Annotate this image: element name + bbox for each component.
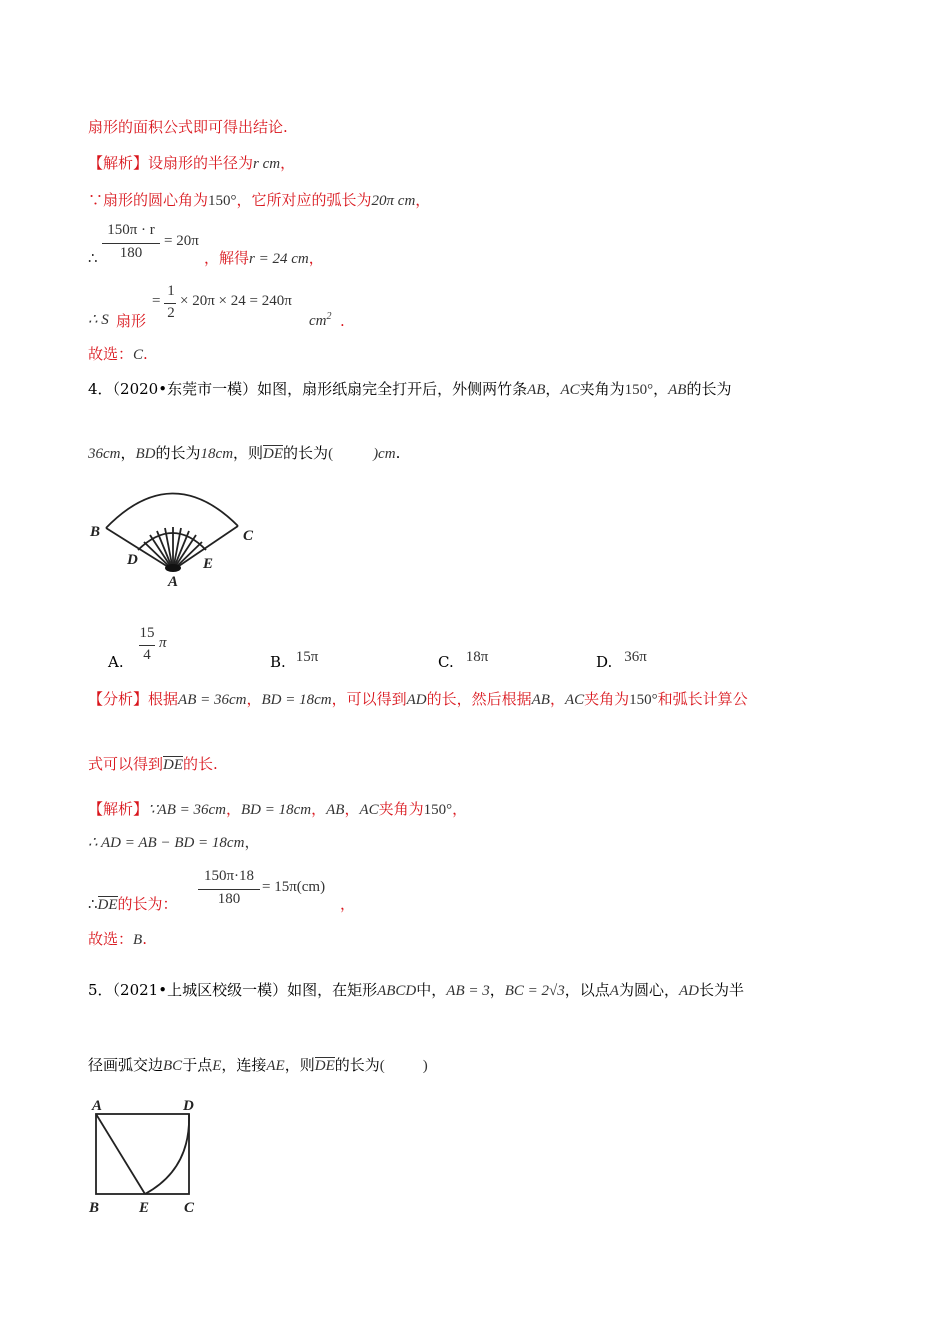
q4-fraction-eq: = 15π(cm) (262, 879, 326, 895)
option-a[interactable]: A. (108, 653, 124, 671)
q4-analysis-line1: 【分析】根据AB = 36cm，BD = 18cm，可以得到AD的长，然后根据AB，AC夹角为150°和弧长计算公 (88, 690, 748, 708)
q3-fraction-numerator: 150π · r (107, 222, 155, 238)
label-a: A (168, 574, 179, 590)
segment-ae (96, 1114, 145, 1194)
q3-analysis-tail: 扇形的面积公式即可得出结论. (88, 118, 288, 136)
area-product: × 20π × 24 = 240π (180, 293, 292, 309)
option-d[interactable]: D. 36π (596, 649, 647, 671)
q3-given-line: ∵扇形的圆心角为150°，它所对应的弧长为20π cm， (88, 191, 431, 209)
q4-answer: 故选：B. (88, 930, 147, 948)
label-c: C (243, 528, 254, 544)
fan-pivot (165, 564, 181, 572)
question-source: （2020•东莞市一模） (112, 380, 258, 398)
q5-stem-line1: 5．（2021•上城区校级一模）如图，在矩形ABCD中，AB = 3，BC = 2√3，以点A为圆心，AD长为半 (88, 981, 744, 999)
q4-solution-line3: ∴DE的长为： (88, 895, 178, 913)
area-frac-den: 2 (167, 305, 175, 321)
area-subscript: 扇形 (116, 312, 147, 330)
solution-tag: 【解析】 (88, 154, 149, 172)
arc-de: DE (263, 446, 284, 462)
q4-fraction-num: 150π·18 (203, 868, 255, 884)
area-frac-num: 1 (167, 283, 175, 299)
question-source: （2021•上城区校级一模） (112, 981, 288, 999)
label-b: B (89, 1200, 100, 1216)
q3-fraction-equals: = 20π (164, 233, 199, 249)
label-c: C (184, 1200, 195, 1216)
analysis-tag: 【分析】 (88, 690, 149, 708)
fraction-bar (164, 303, 176, 304)
area-symbol: ∴ S (88, 312, 109, 328)
fraction-bar (198, 889, 260, 890)
q4-fraction-den: 180 (217, 891, 241, 907)
label-b: B (90, 524, 101, 540)
option-a-pi: π (159, 635, 167, 651)
q4-stem-line1: 4．（2020•东莞市一模）如图，扇形纸扇完全打开后，外侧两竹条AB，AC夹角为150°，AB的长为 (88, 380, 732, 398)
fan-figure (86, 478, 266, 593)
fraction-bar (102, 243, 160, 244)
option-c[interactable]: C. 18π (438, 649, 489, 671)
area-end: . (340, 312, 345, 330)
rectangle-abcd (96, 1114, 189, 1194)
label-e: E (203, 556, 214, 572)
option-a-num: 15 (139, 625, 155, 641)
label-d: D (183, 1098, 194, 1114)
label-d: D (127, 552, 138, 568)
q3-solution-line: 【解析】设扇形的半径为r cm， (88, 154, 296, 172)
q3-solve-r: ，解得r = 24 cm， (204, 249, 324, 267)
q3-fraction-denominator: 180 (119, 245, 143, 261)
option-b[interactable]: B. 15π (270, 649, 319, 671)
q4-solution-line1: 【解析】∵AB = 36cm，BD = 18cm，AB，AC夹角为150°， (88, 800, 468, 818)
q5-stem-line2: 径画弧交边BC于点E，连接AE，则DE的长为( ) (88, 1056, 428, 1074)
q3-answer: 故选：C. (88, 345, 148, 363)
rectangle-figure (86, 1094, 206, 1218)
solution-tag: 【解析】 (88, 800, 149, 818)
area-unit: $cm^2$ (309, 311, 332, 329)
arc-de (145, 1114, 189, 1194)
q4-analysis-line2: 式可以得到DE的长. (88, 755, 218, 773)
q4-solution-line2: ∴ AD = AB − BD = 18cm， (88, 833, 260, 851)
option-a-den: 4 (143, 647, 151, 663)
question-number: 5． (88, 981, 113, 999)
area-equals: = (152, 293, 161, 309)
question-number: 4． (88, 380, 113, 398)
q4-solution-end: ， (340, 895, 356, 913)
q4-stem-line2: 36cm，BD的长为18cm，则DE的长为( )cm. (88, 444, 401, 462)
therefore-symbol: ∴ (88, 249, 98, 267)
outer-arc (106, 493, 238, 528)
label-e: E (139, 1200, 150, 1216)
fraction-bar (139, 645, 155, 646)
label-a: A (92, 1098, 103, 1114)
